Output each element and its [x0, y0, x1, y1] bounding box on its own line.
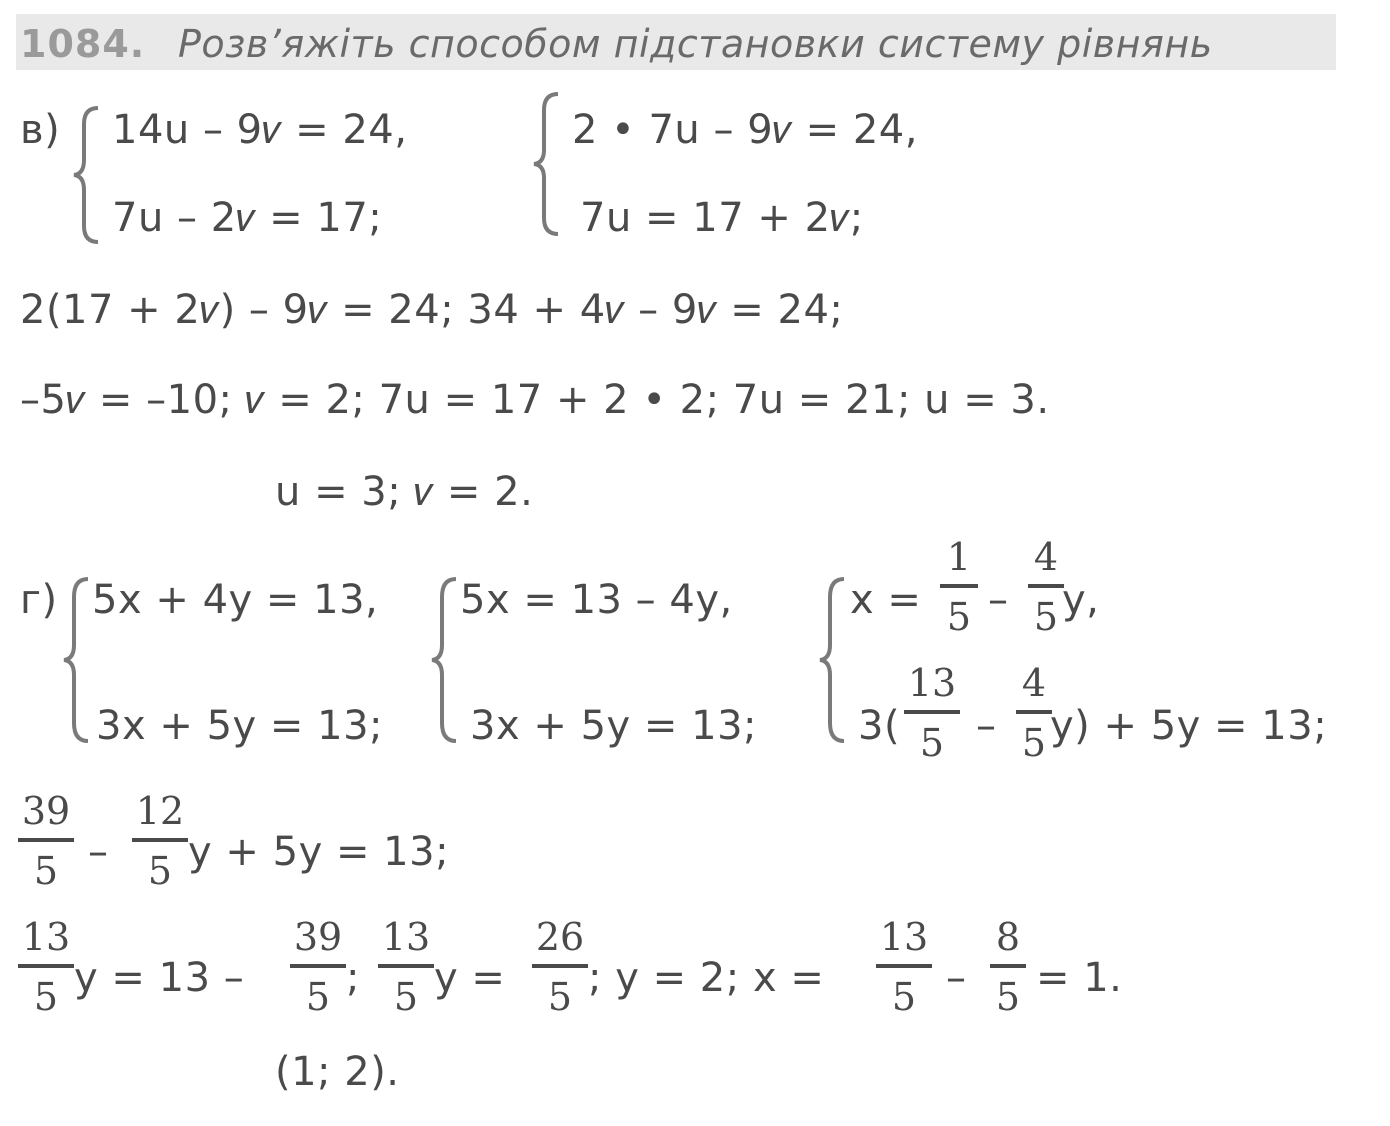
part-v-line-1: 2(17 + 2𝑣) – 9𝑣 = 24; 34 + 4𝑣 – 9𝑣 = 24; — [20, 287, 844, 333]
fraction — [18, 915, 74, 1019]
fraction-numerator: 13 — [381, 915, 431, 959]
minus-sign: – — [976, 703, 997, 749]
part-v-label: в) — [20, 107, 61, 153]
fraction-numerator: 26 — [535, 915, 585, 959]
part-v-sys2-eq1: 2 • 7u – 9𝑣 = 24, — [572, 107, 918, 153]
fraction — [1016, 661, 1052, 765]
task-number: 1084. — [20, 22, 146, 66]
fraction-denominator: 5 — [1033, 595, 1059, 639]
fraction-denominator: 5 — [547, 975, 573, 1019]
fraction — [940, 535, 978, 639]
part-g-brace-1 — [60, 575, 94, 745]
part-g-line-2-seg-2: ; — [346, 955, 360, 1001]
part-v-brace-1 — [70, 104, 104, 246]
part-g-answer: (1; 2). — [275, 1049, 400, 1095]
fraction — [1028, 535, 1064, 639]
fraction-bar — [290, 964, 346, 968]
fraction-numerator: 4 — [1021, 661, 1047, 705]
fraction — [876, 915, 932, 1019]
fraction-numerator: 39 — [21, 789, 71, 833]
part-g-sys1-eq2: 3x + 5y = 13; — [96, 703, 384, 749]
part-g-sys2-eq1: 5x = 13 – 4y, — [460, 577, 733, 623]
fraction-bar — [132, 838, 188, 842]
minus-sign: – — [946, 955, 967, 1001]
fraction-numerator: 1 — [946, 535, 972, 579]
part-v-sys1-eq2: 7u – 2𝑣 = 17; — [112, 195, 383, 241]
part-g-sys3-eq1-lhs: x = — [850, 577, 922, 623]
fraction-bar — [532, 964, 588, 968]
fraction-bar — [904, 710, 960, 714]
minus-sign: – — [88, 829, 109, 875]
fraction-numerator: 39 — [293, 915, 343, 959]
part-v-sys1-eq1: 14u – 9𝑣 = 24, — [112, 107, 408, 153]
fraction — [532, 915, 588, 1019]
fraction-numerator: 12 — [135, 789, 185, 833]
part-g-sys3-eq2-tail: y) + 5y = 13; — [1050, 703, 1328, 749]
part-g-line-2-seg-4: ; y = 2; x = — [588, 955, 825, 1001]
fraction-numerator: 4 — [1033, 535, 1059, 579]
fraction-denominator: 5 — [33, 975, 59, 1019]
fraction — [132, 789, 188, 893]
fraction-denominator: 5 — [891, 975, 917, 1019]
fraction — [904, 661, 960, 765]
fraction-bar — [18, 838, 74, 842]
fraction-numerator: 13 — [21, 915, 71, 959]
fraction — [990, 915, 1026, 1019]
fraction-bar — [876, 964, 932, 968]
minus-sign: – — [988, 577, 1009, 623]
fraction-bar — [18, 964, 74, 968]
part-g-line-2-seg-1: y = 13 – — [74, 955, 245, 1001]
fraction — [290, 915, 346, 1019]
fraction-denominator: 5 — [393, 975, 419, 1019]
task-title: Розв’яжіть способом підстановки систему рівнянь — [178, 22, 1213, 66]
part-v-line-2: –5𝑣 = –10; 𝑣 = 2; 7u = 17 + 2 • 2; 7u = 21; u = 3. — [20, 377, 1050, 423]
fraction-denominator: 5 — [1021, 721, 1047, 765]
part-g-line-2-seg-3: y = — [434, 955, 506, 1001]
fraction-denominator: 5 — [33, 849, 59, 893]
part-g-brace-2 — [428, 575, 462, 745]
fraction-denominator: 5 — [919, 721, 945, 765]
part-g-label: г) — [20, 577, 58, 623]
part-g-line-1-tail: y + 5y = 13; — [188, 829, 450, 875]
part-v-answer: u = 3; 𝑣 = 2. — [275, 469, 534, 515]
fraction-denominator: 5 — [995, 975, 1021, 1019]
fraction-numerator: 13 — [879, 915, 929, 959]
part-g-sys3-eq1-tail: y, — [1062, 577, 1100, 623]
fraction-denominator: 5 — [946, 595, 972, 639]
fraction-bar — [940, 584, 978, 588]
part-g-line-2-seg-6: = 1. — [1036, 955, 1123, 1001]
part-v-sys2-eq2: 7u = 17 + 2𝑣; — [580, 195, 864, 241]
part-g-sys2-eq2: 3x + 5y = 13; — [470, 703, 758, 749]
fraction-numerator: 8 — [995, 915, 1021, 959]
fraction — [378, 915, 434, 1019]
fraction-bar — [1016, 710, 1052, 714]
part-g-sys1-eq1: 5x + 4y = 13, — [92, 577, 379, 623]
fraction-bar — [990, 964, 1026, 968]
part-g-brace-3 — [816, 575, 850, 745]
fraction-denominator: 5 — [147, 849, 173, 893]
fraction-bar — [1028, 584, 1064, 588]
part-v-brace-2 — [530, 90, 564, 238]
fraction-bar — [378, 964, 434, 968]
part-g-sys3-eq2-lhs: 3( — [858, 703, 901, 749]
fraction-numerator: 13 — [907, 661, 957, 705]
fraction-denominator: 5 — [305, 975, 331, 1019]
fraction — [18, 789, 74, 893]
